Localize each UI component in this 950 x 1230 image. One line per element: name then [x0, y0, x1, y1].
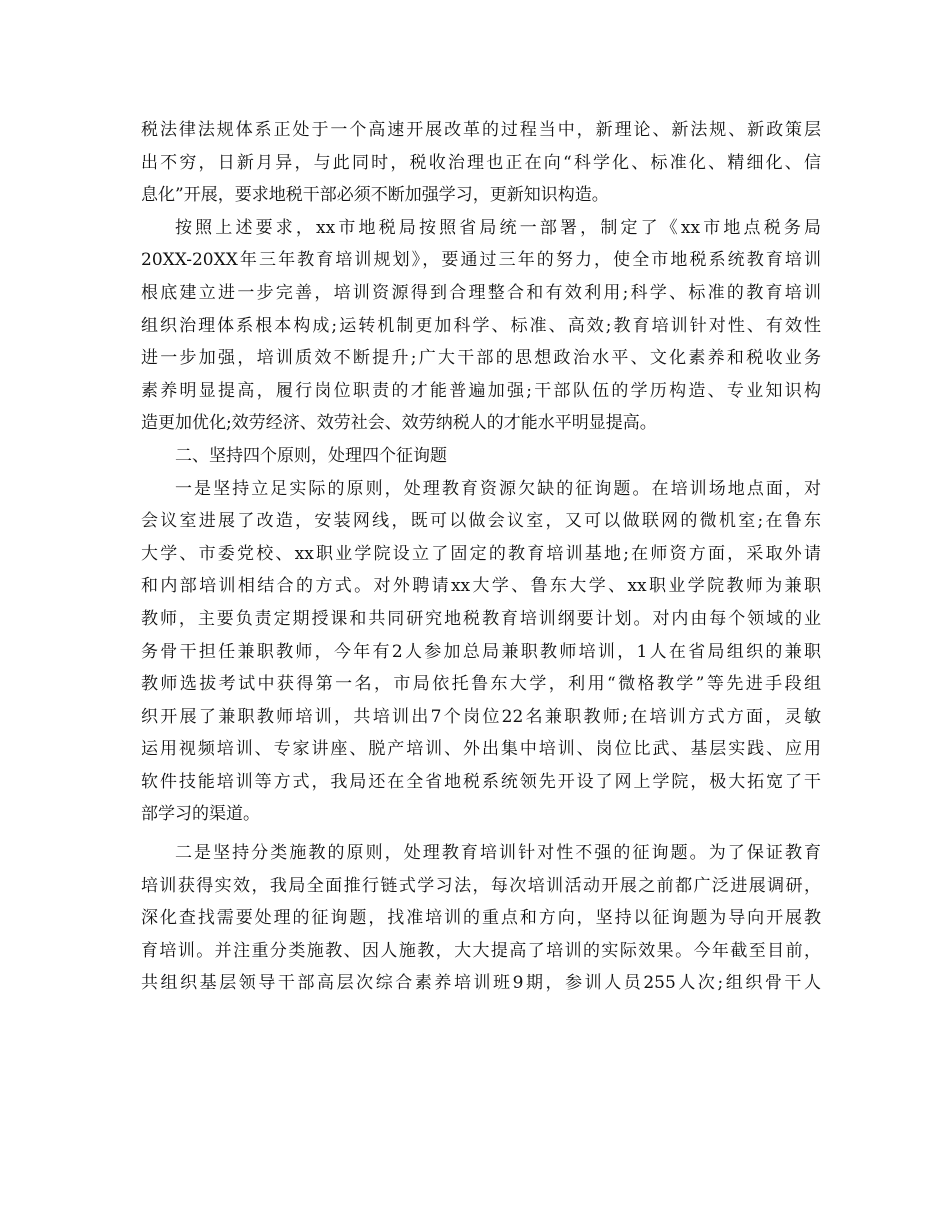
text-line-2: 出不穷，日新月异，与此同时，税收治理也正在向“科学化、标准化、精细化、信 [141, 152, 821, 173]
text-line-7: 组织治理体系根本构成;运转机制更加科学、标准、高效;教育培训针对性、有效性 [141, 315, 821, 336]
text-line-26: 育培训。并注重分类施教、因人施教，大大提高了培训的实际效果。今年截至目前， [141, 940, 821, 961]
text-line-3: 息化”开展，要求地税干部必须不断加强学习，更新知识构造。 [141, 185, 609, 206]
text-line-17: 务骨干担任兼职教师，今年有2人参加总局兼职教师培训，1人在省局组织的兼职 [141, 641, 821, 662]
text-line-16: 教师，主要负责定期授课和共同研究地税教育培训纲要计划。对内由每个领域的业 [141, 608, 821, 629]
text-line-21: 软件技能培训等方式，我局还在全省地税系统领先开设了网上学院，极大拓宽了干 [141, 771, 821, 792]
document-page [141, 114, 821, 1000]
text-line-27: 共组织基层领导干部高层次综合素养培训班9期，参训人员255人次;组织骨干人 [141, 973, 821, 994]
text-line-13: 会议室进展了改造，安装网线，既可以做会议室，又可以做联网的微机室;在鲁东 [141, 511, 821, 532]
text-line-24: 培训获得实效，我局全面推行链式学习法，每次培训活动开展之前都广泛进展调研， [141, 875, 821, 896]
text-line-6: 根底建立进一步完善，培训资源得到合理整合和有效利用;科学、标准的教育培训 [141, 282, 821, 303]
text-line-10: 造更加优化;效劳经济、效劳社会、效劳纳税人的才能水平明显提高。 [141, 413, 657, 434]
text-line-4: 按照上述要求，xx市地税局按照省局统一部署，制定了《xx市地点税务局 [175, 217, 821, 238]
text-line-22: 部学习的渠道。 [141, 804, 260, 825]
text-line-12: 一是坚持立足实际的原则，处理教育资源欠缺的征询题。在培训场地点面，对 [175, 478, 821, 499]
text-line-25: 深化查找需要处理的征询题，找准培训的重点和方向，坚持以征询题为导向开展教 [141, 908, 821, 929]
text-line-14: 大学、市委党校、xx职业学院设立了固定的教育培训基地;在师资方面，采取外请 [141, 543, 821, 564]
text-line-9: 素养明显提高，履行岗位职责的才能普遍加强;干部队伍的学历构造、专业知识构 [141, 380, 821, 401]
text-line-19: 织开展了兼职教师培训，共培训出7个岗位22名兼职教师;在培训方式方面，灵敏 [141, 706, 821, 727]
text-line-15: 和内部培训相结合的方式。对外聘请xx大学、鲁东大学、xx职业学院教师为兼职 [141, 576, 821, 597]
text-line-20: 运用视频培训、专家讲座、脱产培训、外出集中培训、岗位比武、基层实践、应用 [141, 739, 821, 760]
text-line-23: 二是坚持分类施教的原则，处理教育培训针对性不强的征询题。为了保证教育 [175, 843, 821, 864]
text-line-8: 进一步加强，培训质效不断提升;广大干部的思想政治水平、文化素养和税收业务 [141, 348, 821, 369]
text-line-1: 税法律法规体系正处于一个高速开展改革的过程当中，新理论、新法规、新政策层 [141, 120, 821, 140]
section-heading: 二、坚持四个原则，处理四个征询题 [175, 445, 447, 466]
text-line-18: 教师选拔考试中获得第一名，市局依托鲁东大学，利用“微格教学”等先进手段组 [141, 674, 821, 695]
text-line-5: 20XX-20XX年三年教育培训规划》，要通过三年的努力，使全市地税系统教育培训 [141, 250, 821, 271]
